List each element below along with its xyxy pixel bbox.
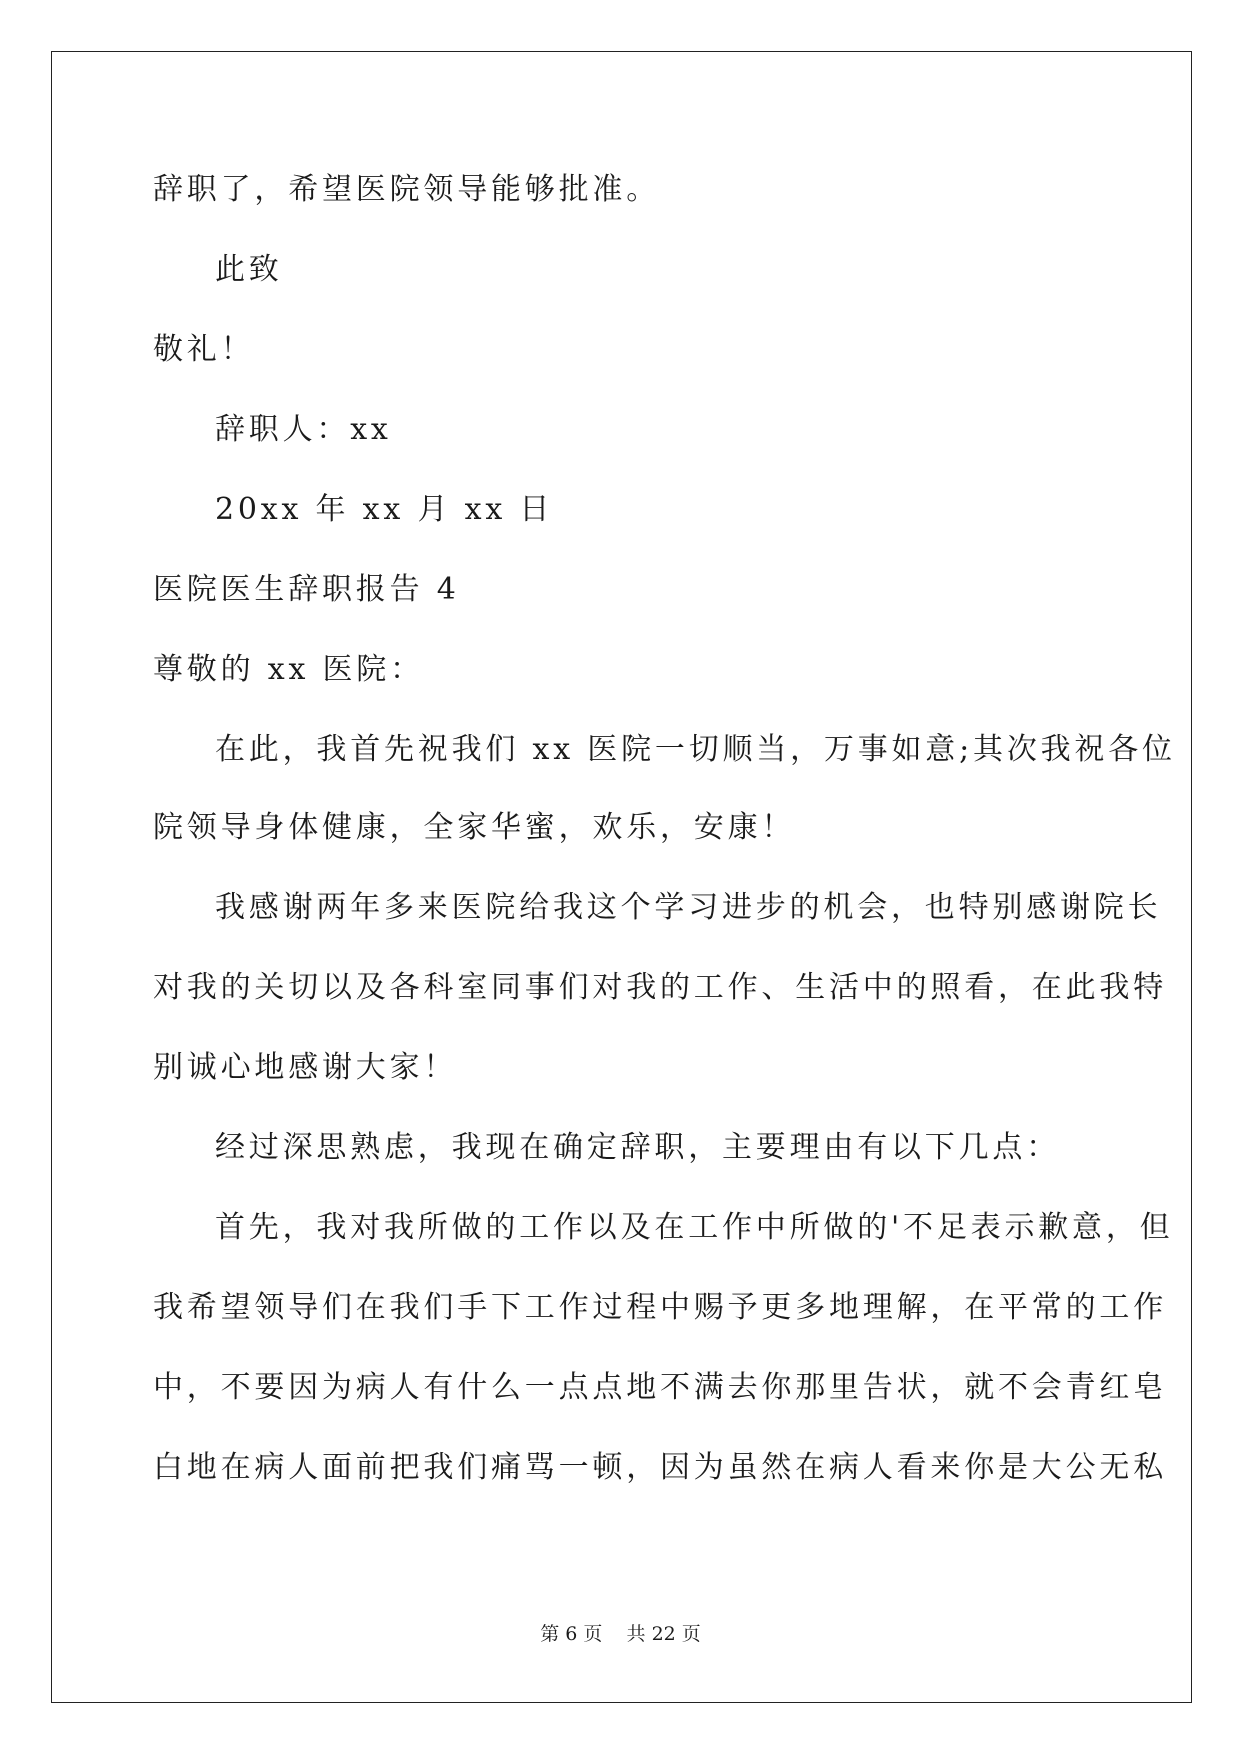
text-line: 白地在病人面前把我们痛骂一顿，因为虽然在病人看来你是大公无私 <box>153 1450 1167 1485</box>
text-line: 别诚心地感谢大家！ <box>153 1050 458 1085</box>
section-heading: 医院医生辞职报告 4 <box>153 572 460 607</box>
text-line: 首先，我对我所做的工作以及在工作中所做的'不足表示歉意，但 <box>215 1210 1174 1245</box>
text-line: 中，不要因为病人有什么一点点地不满去你那里告状，就不会青红皂 <box>153 1370 1167 1405</box>
text-line: 此致 <box>215 252 283 287</box>
text-line: 经过深思熟虑，我现在确定辞职，主要理由有以下几点： <box>215 1130 1060 1165</box>
page-number-footer: 第 6 页 共 22 页 <box>540 1623 701 1645</box>
text-line: 我感谢两年多来医院给我这个学习进步的机会，也特别感谢院长 <box>215 890 1162 925</box>
text-line: 辞职人：xx <box>215 412 392 447</box>
text-line: 对我的关切以及各科室同事们对我的工作、生活中的照看，在此我特 <box>153 970 1167 1005</box>
salutation: 尊敬的 xx 医院： <box>153 652 424 687</box>
text-line: 20xx 年 xx 月 xx 日 <box>215 492 554 527</box>
text-line: 辞职了，希望医院领导能够批准。 <box>153 172 660 207</box>
text-line: 在此，我首先祝我们 xx 医院一切顺当，万事如意;其次我祝各位 <box>215 732 1176 767</box>
text-line: 院领导身体健康，全家华蜜，欢乐，安康！ <box>153 810 796 845</box>
text-line: 我希望领导们在我们手下工作过程中赐予更多地理解，在平常的工作 <box>153 1290 1167 1325</box>
text-line: 敬礼！ <box>153 332 255 367</box>
